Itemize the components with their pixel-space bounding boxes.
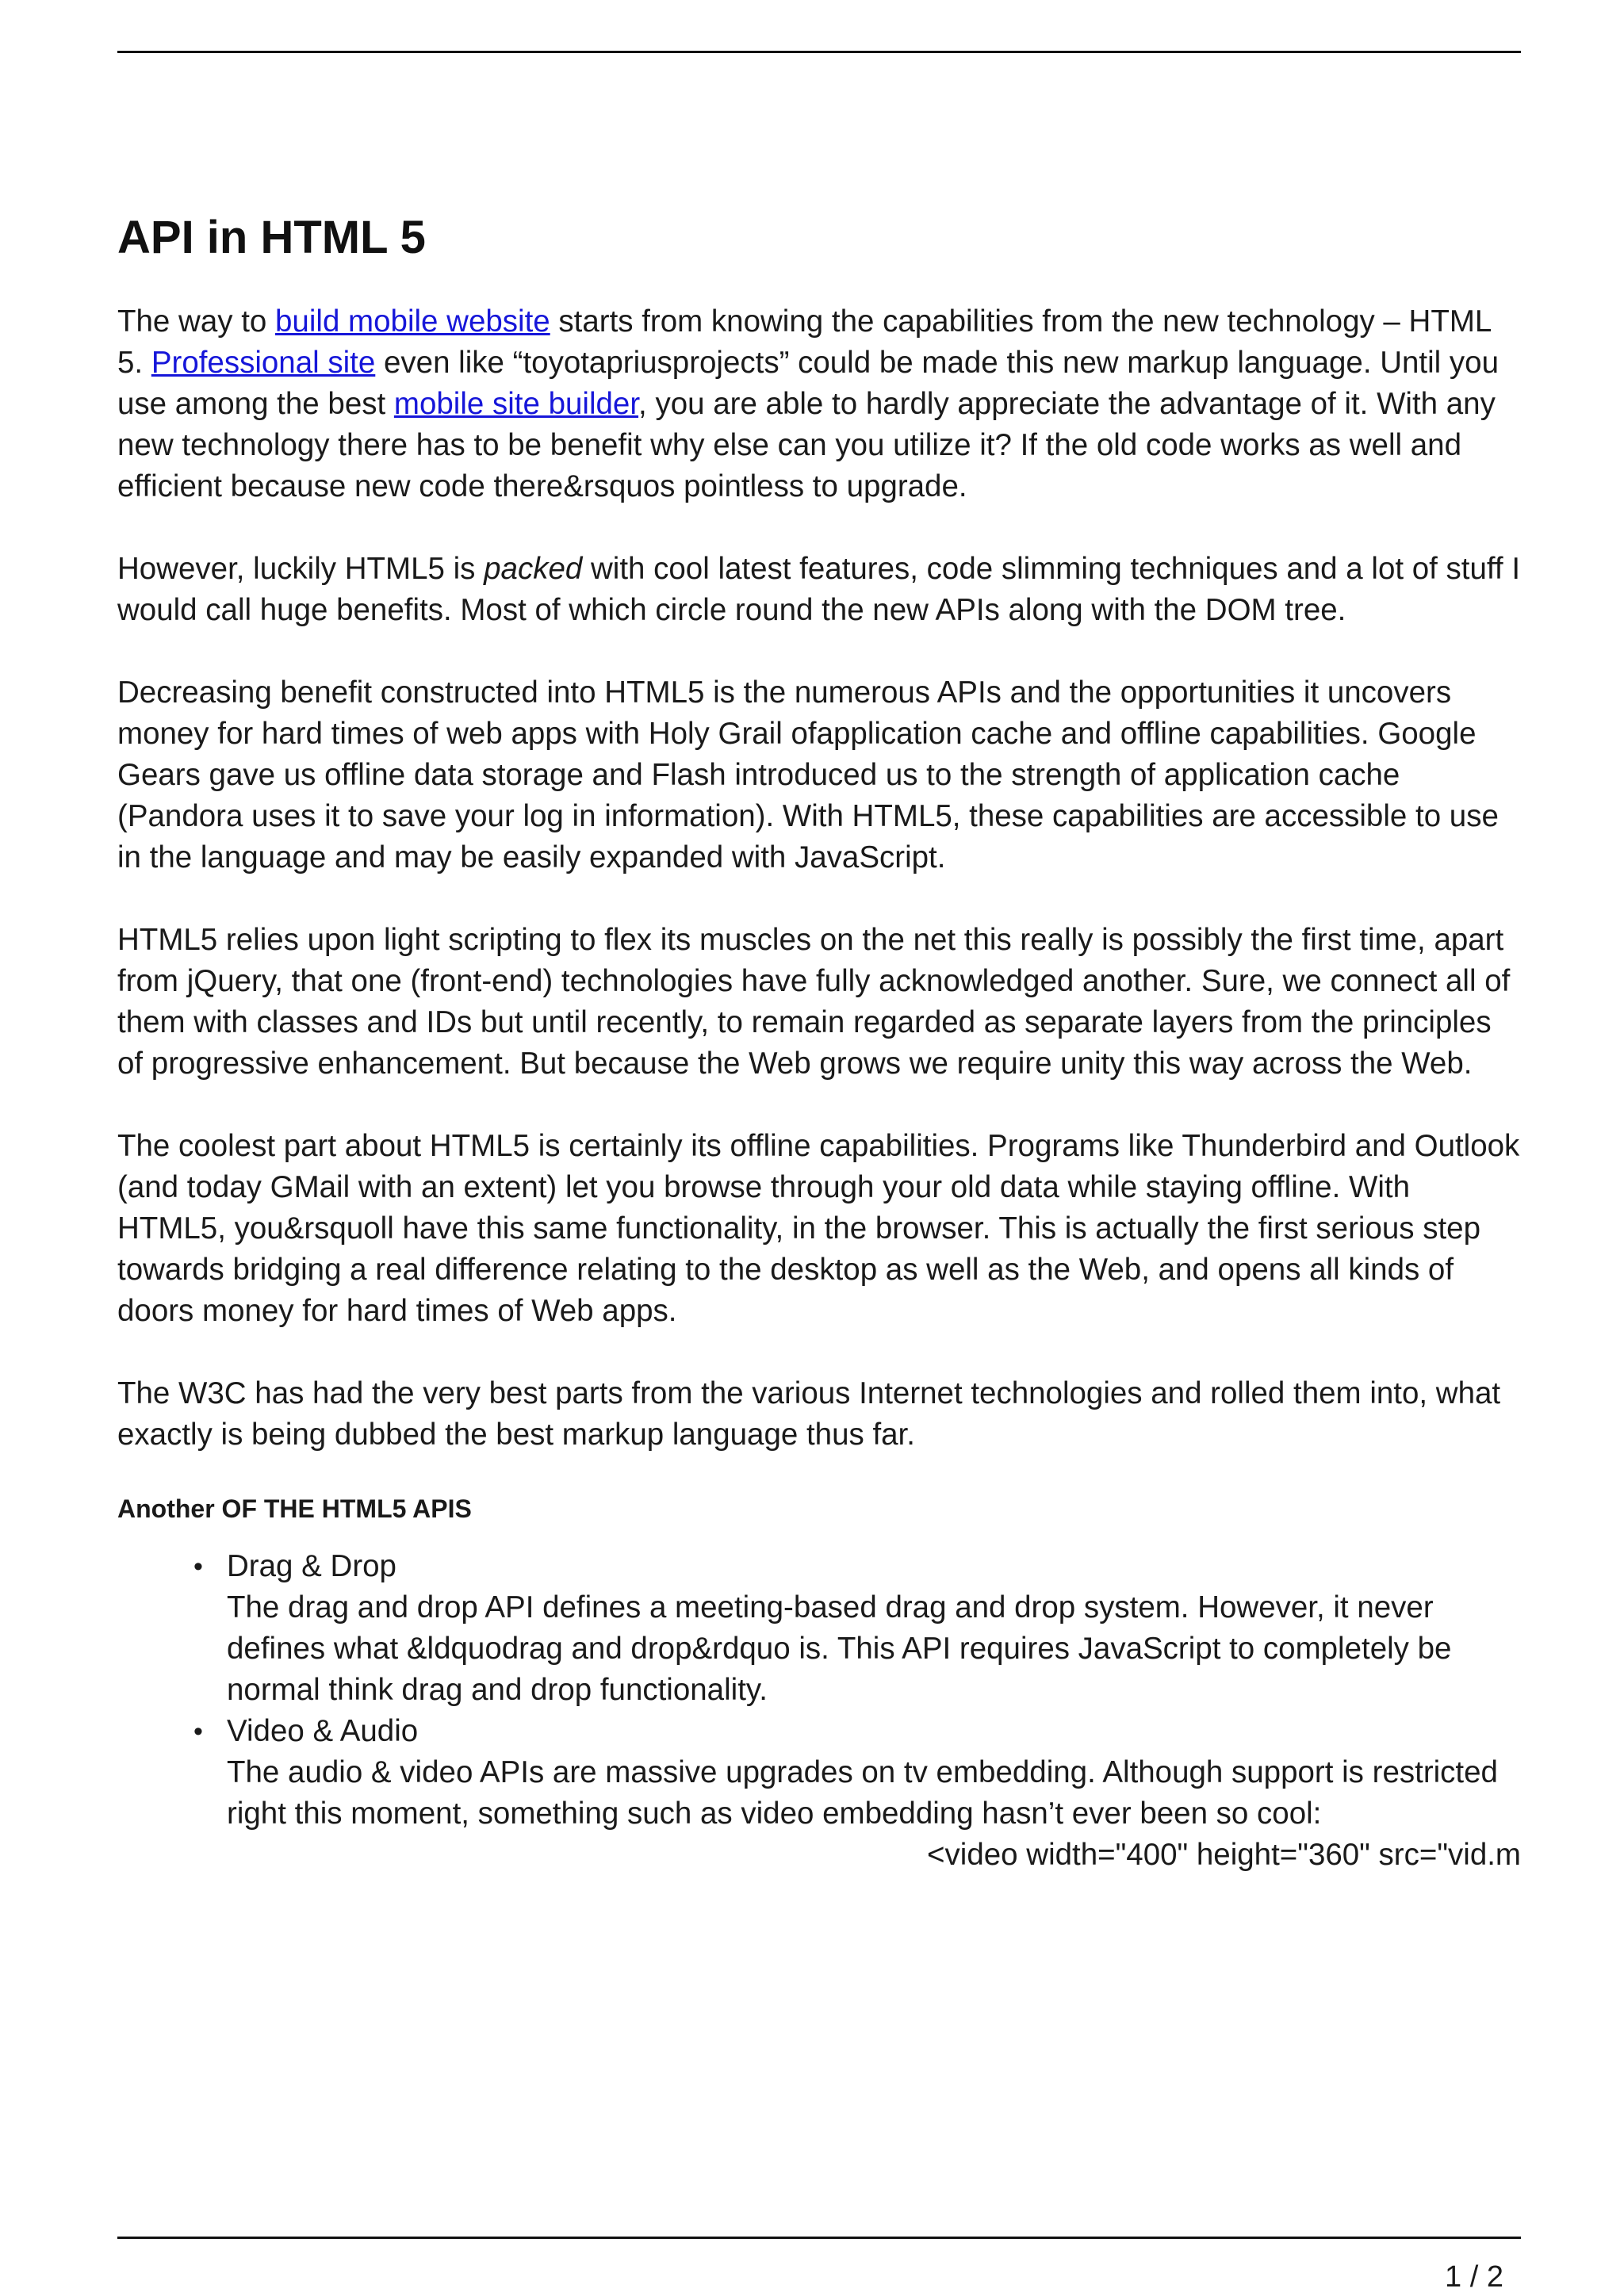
paragraph-intro [117,301,1522,507]
top-rule [117,51,1521,53]
section-subheading: Another OF THE HTML5 APIS [117,1494,472,1523]
paragraph-text: However, luckily HTML5 is [117,552,485,586]
bottom-rule [117,2237,1521,2239]
page-number: 1 / 2 [1445,2260,1503,2294]
paragraph-apis: Decreasing benefit constructed into HTML5 is the numerous APIs and the opportunities it uncovers money for hard times of web apps with Holy Grail ofapplication cache and offline capabilities. Google Gears gave us offline data storage and Flash introduced us to the strength of application cache (Pandora uses it to save your log in information). With HTML5, these capabilities are accessible to use in the language and may be easily expanded with JavaScript. [117,675,1499,874]
paragraph-offline: The coolest part about HTML5 is certainly its offline capabilities. Programs like Thunderbird and Outlook (and today GMail with an extent) let you browse through your old data while staying offline. With HTML5, you&rsquoll have this same functionality, in the browser. This is actually the first serious step towards bridging a real difference relating to the desktop as well as the Web, and opens all kinds of doors money for hard times of Web apps. [117,1129,1520,1328]
emphasis-text: packed [484,552,583,586]
bullet-icon: • [193,1552,203,1582]
professional-site-link[interactable]: Professional site [151,346,376,380]
list-item-video-audio [193,1711,1522,1876]
paragraph-features [117,549,1522,631]
paragraph-w3c: The W3C has had the very best parts from the various Internet technologies and rolled them into, what exactly is being dubbed the best markup language thus far. [117,1376,1501,1452]
mobile-site-builder-link[interactable]: mobile site builder [393,387,639,421]
paragraph-text: with cool latest features, code slimming techniques and a lot of stuff I would call huge benefits. Most of which circle round the new APIs along with the DOM tree. [117,552,1521,627]
code-snippet: <video width="400" height="360" src="vid.m [927,1838,1521,1872]
paragraph-text: The way to [117,304,276,339]
list-item-title: Video & Audio [227,1714,419,1748]
paragraph-scripting: HTML5 relies upon light scripting to flex its muscles on the net this really is possibly the first time, apart from jQuery, that one (front-end) technologies have fully acknowledged another. Sure, we connect all of them with classes and IDs but until recently, to remain regarded as separate layers from the principles of progressive enhancement. But because the Web grows we require unity this way across the Web. [117,923,1511,1081]
api-list [117,1546,1522,1876]
build-mobile-website-link[interactable]: build mobile website [275,304,550,339]
list-item-title: Drag & Drop [227,1549,396,1583]
list-item-description: The audio & video APIs are massive upgrades on tv embedding. Although support is restricted right this moment, something such as video embedding hasn’t ever been so cool: [227,1755,1498,1831]
bullet-icon: • [193,1716,203,1747]
paragraph-text: , you are able to hardly appreciate the advantage of it. With any new technology there has to be benefit why else can you utilize it? If the old code works as well and efficient because new code there&rsquos pointless to upgrade. [117,387,1496,503]
list-item-drag-drop [193,1546,1522,1711]
paragraph-text: starts from knowing the capabilities from the new technology – HTML 5. [117,304,1491,380]
paragraph-text: even like “toyotapriusprojects” could be made this new markup language. Until you use among the best [117,346,1499,421]
page-title: API in HTML 5 [117,212,426,263]
list-item-description: The drag and drop API defines a meeting-based drag and drop system. However, it never defines what &ldquodrag and drop&rdquo is. This API requires JavaScript to completely be normal think drag and drop functionality. [227,1590,1452,1707]
document-body [117,208,1522,1876]
